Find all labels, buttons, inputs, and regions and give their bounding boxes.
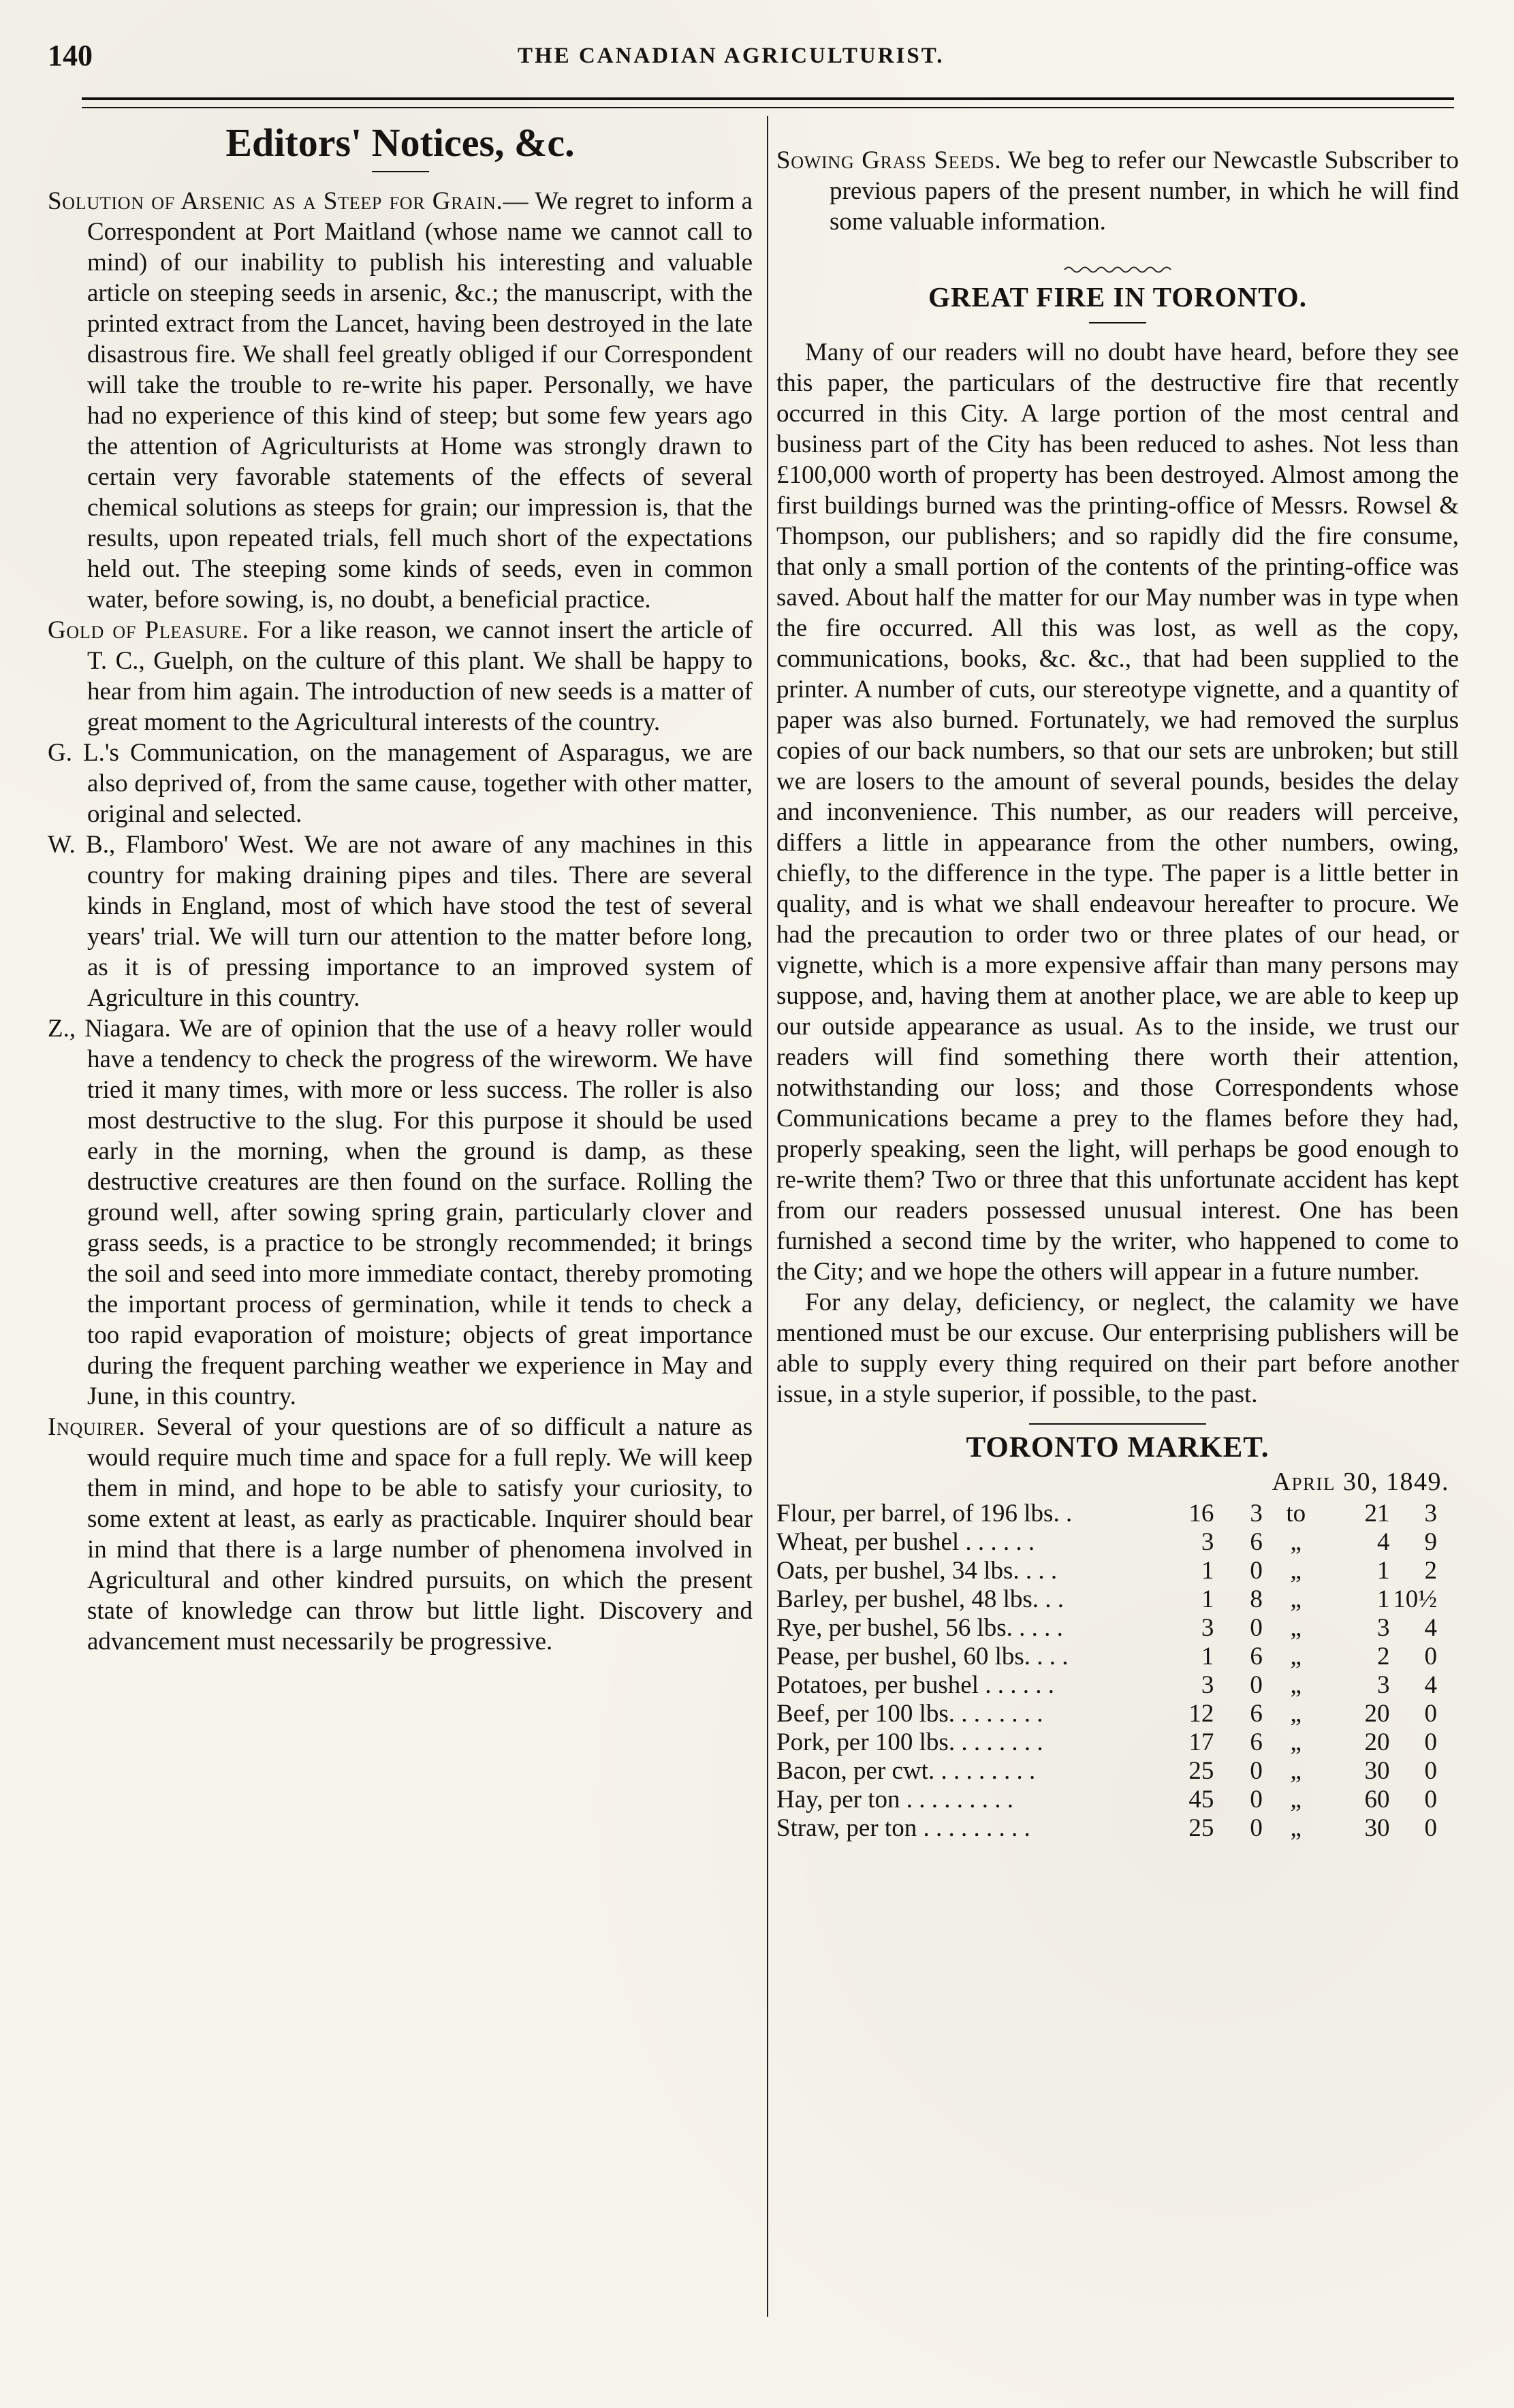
market-low-pence: 0 [1250,1757,1263,1785]
running-title: THE CANADIAN AGRICULTURIST. [518,44,945,68]
market-low-shillings: 45 [1188,1786,1214,1813]
niagara-notice-body: We are of opinion that the use of a heavy roller would have a tendency to check the progress of the wireworm. We have tried it many times, with more or less success. The roller is also most destructive to the slug. For this purpose it should be used early in the morning, when the ground is damp, as these destructive creatures are then found on the surface. Rolling the ground well, after sowing spring grain, particularly clover and grass seeds, is a practice to be strongly recommended; it brings the soil and seed into more immediate contact, thereby promoting the important process of germination, while it tends to check a too rapid evaporation of moisture; objects of great importance during the frequent parching weather we experience in May and June, in this country. [87,1015,753,1410]
market-high-pence: 9 [1424,1528,1437,1556]
market-high-shillings: 1 [1377,1585,1390,1613]
market-high-shillings: 30 [1364,1814,1390,1842]
market-low-pence: 6 [1250,1700,1263,1728]
niagara-notice [48,1013,753,1412]
great-fire-title: GREAT FIRE IN TORONTO. [928,281,1307,313]
market-item: Beef, per 100 lbs. . . . . . . . [776,1700,1043,1728]
market-item: Pork, per 100 lbs. . . . . . . . [776,1728,1043,1756]
market-range-separator: „ [1290,1643,1302,1670]
table-row [776,1643,1437,1671]
market-item: Hay, per ton . . . . . . . . . [776,1786,1014,1813]
niagara-notice-head: Z., Niagara. [48,1015,171,1043]
market-low-pence: 8 [1250,1585,1263,1613]
fire-title-rule [1089,322,1146,323]
market-item: Oats, per bushel, 34 lbs. . . . [776,1557,1058,1585]
table-row [776,1757,1437,1786]
market-high-shillings: 21 [1364,1500,1390,1527]
market-item: Wheat, per bushel . . . . . . [776,1528,1035,1556]
table-row [776,1700,1437,1728]
table-row [776,1614,1437,1643]
market-low-pence: 0 [1250,1671,1263,1699]
gl-notice-head: G. L.'s [48,739,119,767]
market-low-shillings: 1 [1201,1585,1214,1613]
market-high-pence: 0 [1424,1643,1437,1670]
header-rule-thin [82,107,1454,108]
table-row [776,1557,1437,1585]
market-high-pence: 0 [1424,1786,1437,1813]
inquirer-notice-head: Inquirer. [48,1413,146,1441]
market-low-pence: 6 [1250,1728,1263,1756]
market-title-rule [1029,1423,1206,1425]
table-row [776,1585,1437,1614]
gl-communication-notice [48,738,753,829]
market-item: Potatoes, per bushel . . . . . . [776,1671,1054,1699]
market-range-separator: „ [1290,1728,1302,1756]
market-range-separator: „ [1290,1528,1302,1556]
wb-notice-body: We are not aware of any machines in this country for making draining pipes and tiles. There are several kinds in England, most of which have stood the test of several years' trial. We will turn our attention to the matter before long, as it is of pressing importance to an improved system of Agriculture in this country. [87,831,753,1012]
market-range-separator: „ [1290,1671,1302,1699]
market-low-shillings: 3 [1201,1528,1214,1556]
market-low-shillings: 16 [1188,1500,1214,1527]
market-low-pence: 0 [1250,1557,1263,1585]
table-row [776,1500,1437,1528]
market-high-shillings: 3 [1377,1671,1390,1699]
header-rule-thick [82,97,1454,100]
market-item: Barley, per bushel, 48 lbs. . . [776,1585,1064,1613]
page-header [48,41,1468,89]
market-high-shillings: 4 [1377,1528,1390,1556]
arsenic-notice-body: We regret to inform a Correspondent at Port Maitland (whose name we cannot call to mind) of our inability to publish his interesting and valuable article on steeping seeds in arsenic, &c.; the manuscript, with the printed extract from the Lancet, having been destroyed in the late disastrous fire. We shall feel greatly obliged if our Correspondent will take the trouble to re-write his paper. Personally, we have had no experience of this kind of steep; but some few years ago the attention of Agriculturists at Home was strongly drawn to certain very favorable statements of the effects of several chemical solutions as steeps for grain; our impression is, that the results, upon repeated trials, fell much short of the expectations held out. The steeping some kinds of seeds, even in common water, before sowing, is, no doubt, a beneficial practice. [87,187,753,614]
wb-notice-head: W. B., Flamboro' West. [48,831,295,859]
wavy-separator-icon [1063,262,1172,277]
right-column [776,120,1459,2360]
market-range-separator: „ [1290,1614,1302,1642]
table-row [776,1786,1437,1814]
market-low-pence: 0 [1250,1814,1263,1842]
market-range-separator: „ [1290,1786,1302,1813]
market-item: Flour, per barrel, of 196 lbs. . [776,1500,1073,1527]
toronto-market-title: TORONTO MARKET. [966,1431,1269,1463]
arsenic-notice [48,186,753,615]
market-item: Straw, per ton . . . . . . . . . [776,1814,1030,1842]
inquirer-notice-body: Several of your questions are of so difficult a nature as would require much time and space for a full reply. We will keep them in mind, and hope to be able to satisfy your curiosity, to some extent at least, as early as practicable. Inquirer should bear in mind that there is a large number of phenomena involved in Agricultural and other kindred pursuits, on which the present state of knowledge can throw but little light. Discovery and advancement must necessarily be progressive. [87,1413,753,1656]
inquirer-notice [48,1412,753,1657]
table-row [776,1814,1437,1843]
market-low-pence: 6 [1250,1528,1263,1556]
fire-paragraph-one: Many of our readers will no doubt have heard, before they see this paper, the particulars of the destructive fire that recently occurred in this City. A large portion of the most central and business part of the City has been reduced to ashes. Not less than £100,000 worth of property has been destroyed. Almost among the first buildings burned was the printing-office of Messrs. Rowsel & Thompson, our publishers; and so rapidly did the fire consume, that only a small portion of the contents of the printing-office was saved. About half the matter for our May number was in type when the fire occurred. All this was lost, as well as the copy, communications, books, &c. &c., that had been supplied to the printer. A number of cuts, our stereotype vignette, and a quantity of paper was also burned. Fortunately, we had removed the surplus copies of our back numbers, so that our sets are unbroken; but still we are losers to the amount of several pounds, besides the delay and inconvenience. This number, as our readers will perceive, differs a little in appearance from the other numbers, owing, chiefly, to the difference in the type. The paper is a little better in quality, and is what we shall endeavour hereafter to procure. We had the precaution to order two or three plates of our head, or vignette, which is a more expensive affair than many persons may suppose, and, having them at another place, we are able to keep up our outside appearance as usual. As to the inside, we trust our readers will find something there worth their attention, notwithstanding our loss; and those Correspondents whose Communications became a prey to the flames before they had, properly speaking, seen the light, will perhaps be good enough to re-write them? Two or three that this unfortunate accident has kept from our readers possessed unusual interest. One has been furnished a second time by the writer, who happened to come to the City; and we hope the others will appear in a future number. [776,338,1459,1286]
market-high-shillings: 2 [1377,1643,1390,1670]
column-divider [767,116,768,2317]
market-low-pence: 3 [1250,1500,1263,1527]
gl-notice-body: Communication, on the management of Asparagus, we are also deprived of, from the same cause, together with other matter, original and selected. [87,739,753,828]
table-row [776,1671,1437,1700]
market-range-separator: „ [1290,1757,1302,1785]
market-low-pence: 0 [1250,1614,1263,1642]
market-table-body [776,1500,1437,1843]
market-low-shillings: 3 [1201,1671,1214,1699]
market-high-pence: 2 [1424,1557,1437,1585]
market-low-shillings: 1 [1201,1643,1214,1670]
market-low-pence: 0 [1250,1786,1263,1813]
wb-flamboro-notice [48,829,753,1013]
editors-notices-title: Editors' Notices, &c. [225,121,575,165]
market-high-shillings: 20 [1364,1700,1390,1728]
sowing-grass-seeds-notice [776,145,1459,237]
market-high-pence: 0 [1424,1728,1437,1756]
market-high-shillings: 20 [1364,1728,1390,1756]
market-item: Bacon, per cwt. . . . . . . . . [776,1757,1036,1785]
market-low-shillings: 25 [1188,1757,1214,1785]
toronto-market-table [776,1500,1437,1843]
market-range-separator: „ [1290,1585,1302,1613]
market-range-separator: „ [1290,1700,1302,1728]
gold-notice-body: For a like reason, we cannot insert the article of T. C., Guelph, on the culture of this plant. We shall be happy to hear from him again. The introduction of new seeds is a matter of great moment to the Agricultural interests of the country. [87,616,753,736]
page-number: 140 [48,39,93,72]
market-item: Rye, per bushel, 56 lbs. . . . . [776,1614,1063,1642]
market-high-pence: 0 [1424,1757,1437,1785]
gold-notice-head: Gold of Pleasure. [48,616,249,644]
table-row [776,1728,1437,1757]
market-high-pence: 0 [1424,1700,1437,1728]
market-high-pence: 4 [1424,1671,1437,1699]
market-high-pence: 0 [1424,1814,1437,1842]
market-high-shillings: 1 [1377,1557,1390,1585]
market-range-separator: to [1286,1500,1306,1527]
market-high-pence: 3 [1424,1500,1437,1527]
market-item: Pease, per bushel, 60 lbs. . . . [776,1643,1069,1670]
editors-title-rule [372,171,429,172]
table-row [776,1528,1437,1557]
sowing-notice-body: We beg to refer our Newcastle Subscriber to previous papers of the present number, in which he will find some valuable information. [830,146,1459,236]
market-range-separator: „ [1290,1557,1302,1585]
market-high-shillings: 3 [1377,1614,1390,1642]
market-date: April 30, 1849. [1272,1468,1449,1496]
arsenic-notice-head: Solution of Arsenic as a Steep for Grain.— [48,187,529,215]
market-range-separator: „ [1290,1814,1302,1842]
market-high-shillings: 60 [1364,1786,1390,1813]
sowing-notice-head: Sowing Grass Seeds. [776,146,1002,174]
market-low-shillings: 25 [1188,1814,1214,1842]
market-high-pence: 10½ [1393,1585,1437,1613]
market-low-pence: 6 [1250,1643,1263,1670]
market-high-shillings: 30 [1364,1757,1390,1785]
market-low-shillings: 12 [1188,1700,1214,1728]
left-column [48,120,753,2292]
fire-paragraph-two: For any delay, deficiency, or neglect, the calamity we have mentioned must be our excuse. Our enterprising publishers will be able to supply every thing required on their part before another issue, in a style superior, if possible, to the past. [776,1288,1459,1408]
market-low-shillings: 1 [1201,1557,1214,1585]
gold-of-pleasure-notice [48,615,753,738]
market-low-shillings: 3 [1201,1614,1214,1642]
market-low-shillings: 17 [1188,1728,1214,1756]
market-high-pence: 4 [1424,1614,1437,1642]
